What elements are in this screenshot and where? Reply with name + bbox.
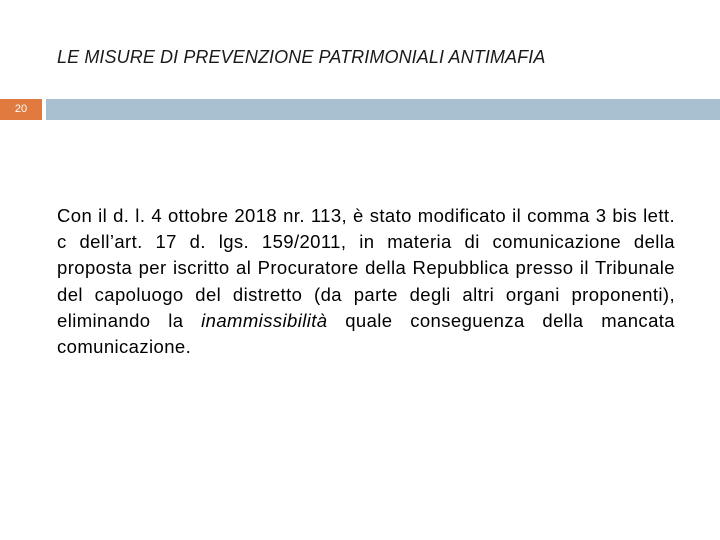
slide-title: LE MISURE DI PREVENZIONE PATRIMONIALI ANTIMAFIA	[57, 47, 546, 67]
header-divider-bar	[46, 99, 720, 120]
paragraph-text-end: quale conseguenza della mancata comunicazione.	[57, 309, 675, 358]
body-paragraph	[57, 203, 675, 360]
emphasized-term: inammissibilità	[201, 309, 328, 331]
slide-number-badge: 20	[0, 99, 42, 120]
paragraph-text-start: Con il d. l. 4 ottobre 2018 nr. 113, è stato modificato il comma 3 bis lett. c dell’art. 17 d. lgs. 159/2011, in materia di comunicazione della proposta per iscritto al Procuratore della Repubblica presso il Tribunale del capoluogo del distretto (da parte degli altri organi proponenti), eliminando la	[57, 205, 675, 331]
